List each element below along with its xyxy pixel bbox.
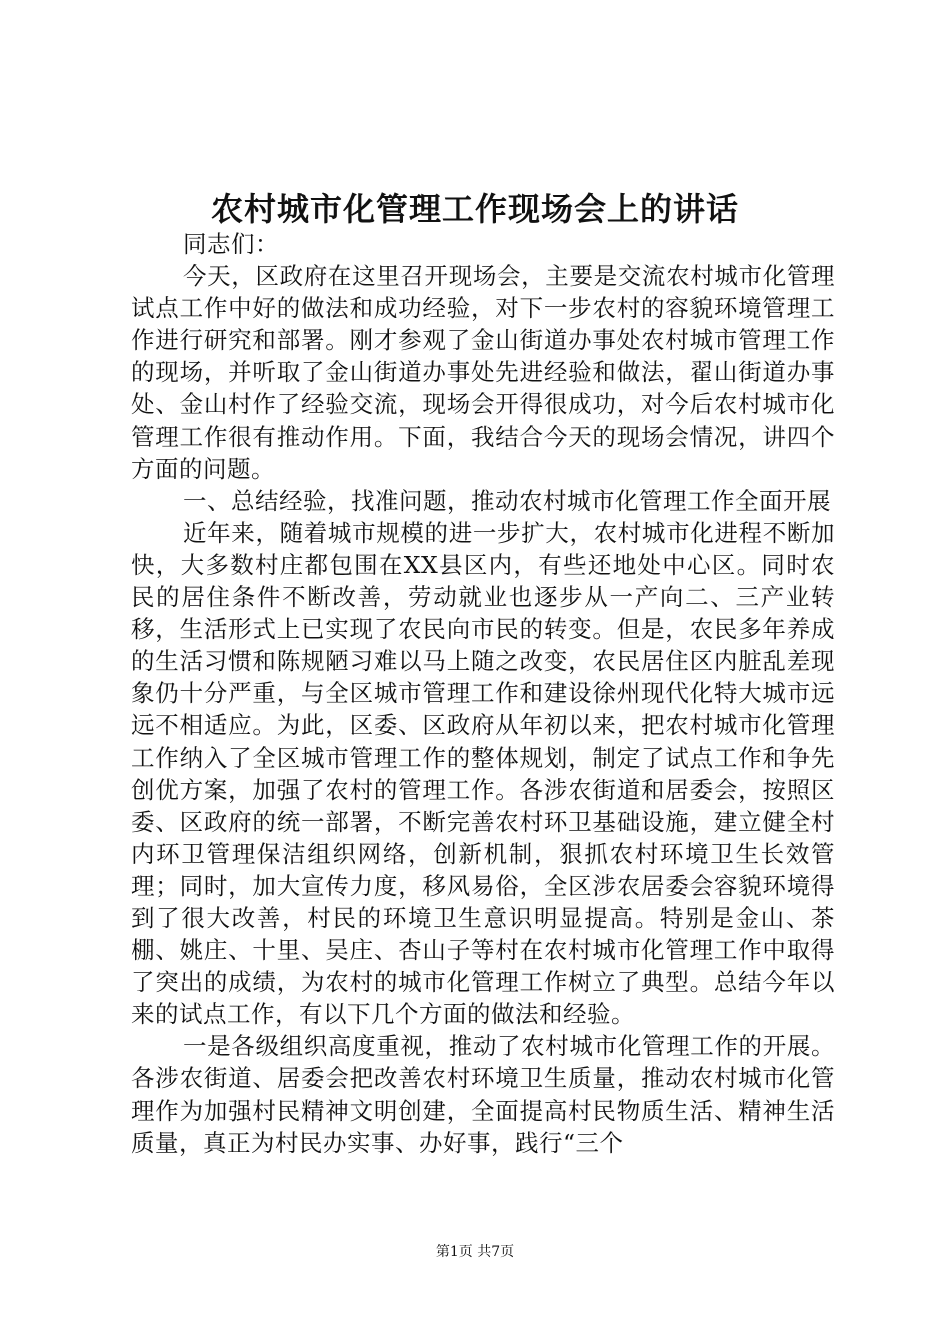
document-body xyxy=(131,228,835,1159)
document-title: 农村城市化管理工作现场会上的讲话 xyxy=(210,190,739,228)
page-footer: 第1页 共7页 xyxy=(435,1244,515,1260)
paragraph-background: 近年来，随着城市规模的进一步扩大，农村城市化进程不断加快，大多数村庄都包围在XX县区内，有些还地处中心区。同时农民的居住条件不断改善，劳动就业也逐步从一产向二、三产业转移，生活形式上已实现了农民向市民的转变。但是，农民多年养成的生活习惯和陈规陋习难以马上随之改变，农民居住区内脏乱差现象仍十分严重，与全区城市管理工作和建设徐州现代化特大城市远远不相适应。为此，区委、区政府从年初以来，把农村城市化管理工作纳入了全区城市管理工作的整体规划，制定了试点工作和争先创优方案，加强了农村的管理工作。各涉农街道和居委会，按照区委、区政府的统一部署，不断完善农村环卫基础设施，建立健全村内环卫管理保洁组织网络，创新机制，狠抓农村环境卫生长效管理；同时，加大宣传力度，移风易俗，全区涉农居委会容貌环境得到了很大改善，村民的环境卫生意识明显提高。特别是金山、茶棚、姚庄、十里、吴庄、杏山子等村在农村城市化管理工作中取得了突出的成绩，为农村的城市化管理工作树立了典型。总结今年以来的试点工作，有以下几个方面的做法和经验。 xyxy=(131,518,835,1029)
paragraph-salutation: 同志们： xyxy=(183,230,279,258)
section-heading-1: 一、总结经验，找准问题，推动农村城市化管理工作全面开展 xyxy=(183,486,831,515)
paragraph-intro: 今天，区政府在这里召开现场会，主要是交流农村城市化管理试点工作中好的做法和成功经验，对下一步农村的容貌环境管理工作进行研究和部署。刚才参观了金山街道办事处农村城市管理工作的现场，并听取了金山街道办事处先进经验和做法，翟山街道办事处、金山村作了经验交流，现场会开得很成功，对今后农村城市化管理工作很有推动作用。下面，我结合今天的现场会情况，讲四个方面的问题。 xyxy=(131,262,835,483)
paragraph-point-1: 一是各级组织高度重视，推动了农村城市化管理工作的开展。各涉农街道、居委会把改善农村环境卫生质量，推动农村城市化管理作为加强村民精神文明创建，全面提高村民物质生活、精神生活质量，真正为村民办实事、办好事，践行“三个 xyxy=(131,1032,835,1157)
